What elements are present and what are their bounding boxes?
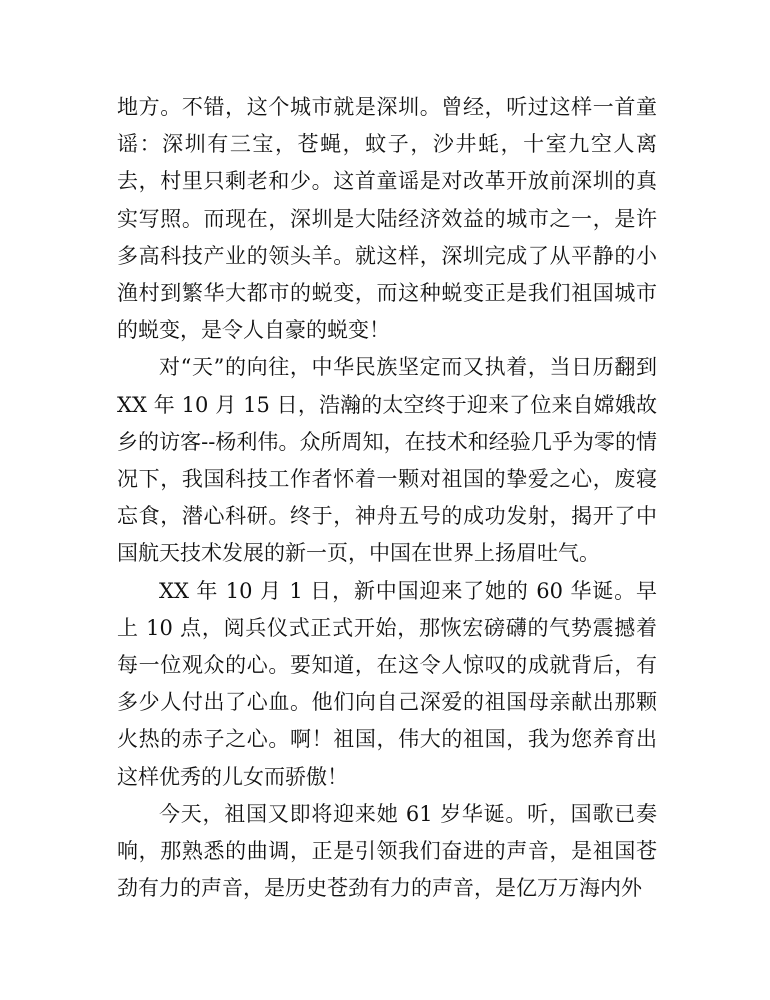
paragraph-1: 地方。不错，这个城市就是深圳。曾经，听过这样一首童谣：深圳有三宝，苍蝇，蚊子，沙井蚝，十室九空人离去，村里只剩老和少。这首童谣是对改革开放前深圳的真实写照。而现在，深圳是大陆经济效益的城市之一，是许多高科技产业的领头羊。就这样，深圳完成了从平静的小渔村到繁华大都市的蜕变，而这种蜕变正是我们祖国城市的蜕变，是令人自豪的蜕变！ bbox=[117, 95, 657, 343]
paragraph-3: XX 年 10 月 1 日，新中国迎来了她的 60 华诞。早上 10 点，阅兵仪式正式开始，那恢宏磅礴的气势震撼着每一位观众的心。要知道，在这令人惊叹的成就背后，有多少人付出了心血。他们向自己深爱的祖国母亲献出那颗火热的赤子之心。啊！祖国，伟大的祖国，我为您养育出这样优秀的儿女而骄傲！ bbox=[117, 578, 657, 789]
paragraph-4: 今天，祖国又即将迎来她 61 岁华诞。听，国歌已奏响，那熟悉的曲调，正是引领我们奋进的声音，是祖国苍劲有力的声音，是历史苍劲有力的声音，是亿万万海内外 bbox=[117, 801, 657, 901]
document-body bbox=[117, 89, 664, 907]
paragraph-2: 对“天”的向往，中华民族坚定而又执着，当日历翻到 XX 年 10 月 15 日，浩瀚的太空终于迎来了位来自嫦娥故乡的访客--杨利伟。众所周知，在技术和经验几乎为零的情况下，我国科技工作者怀着一颗对祖国的挚爱之心，废寝忘食，潜心科研。终于，神舟五号的成功发射，揭开了中国航天技术发展的新一页，中国在世界上扬眉吐气。 bbox=[117, 355, 664, 566]
